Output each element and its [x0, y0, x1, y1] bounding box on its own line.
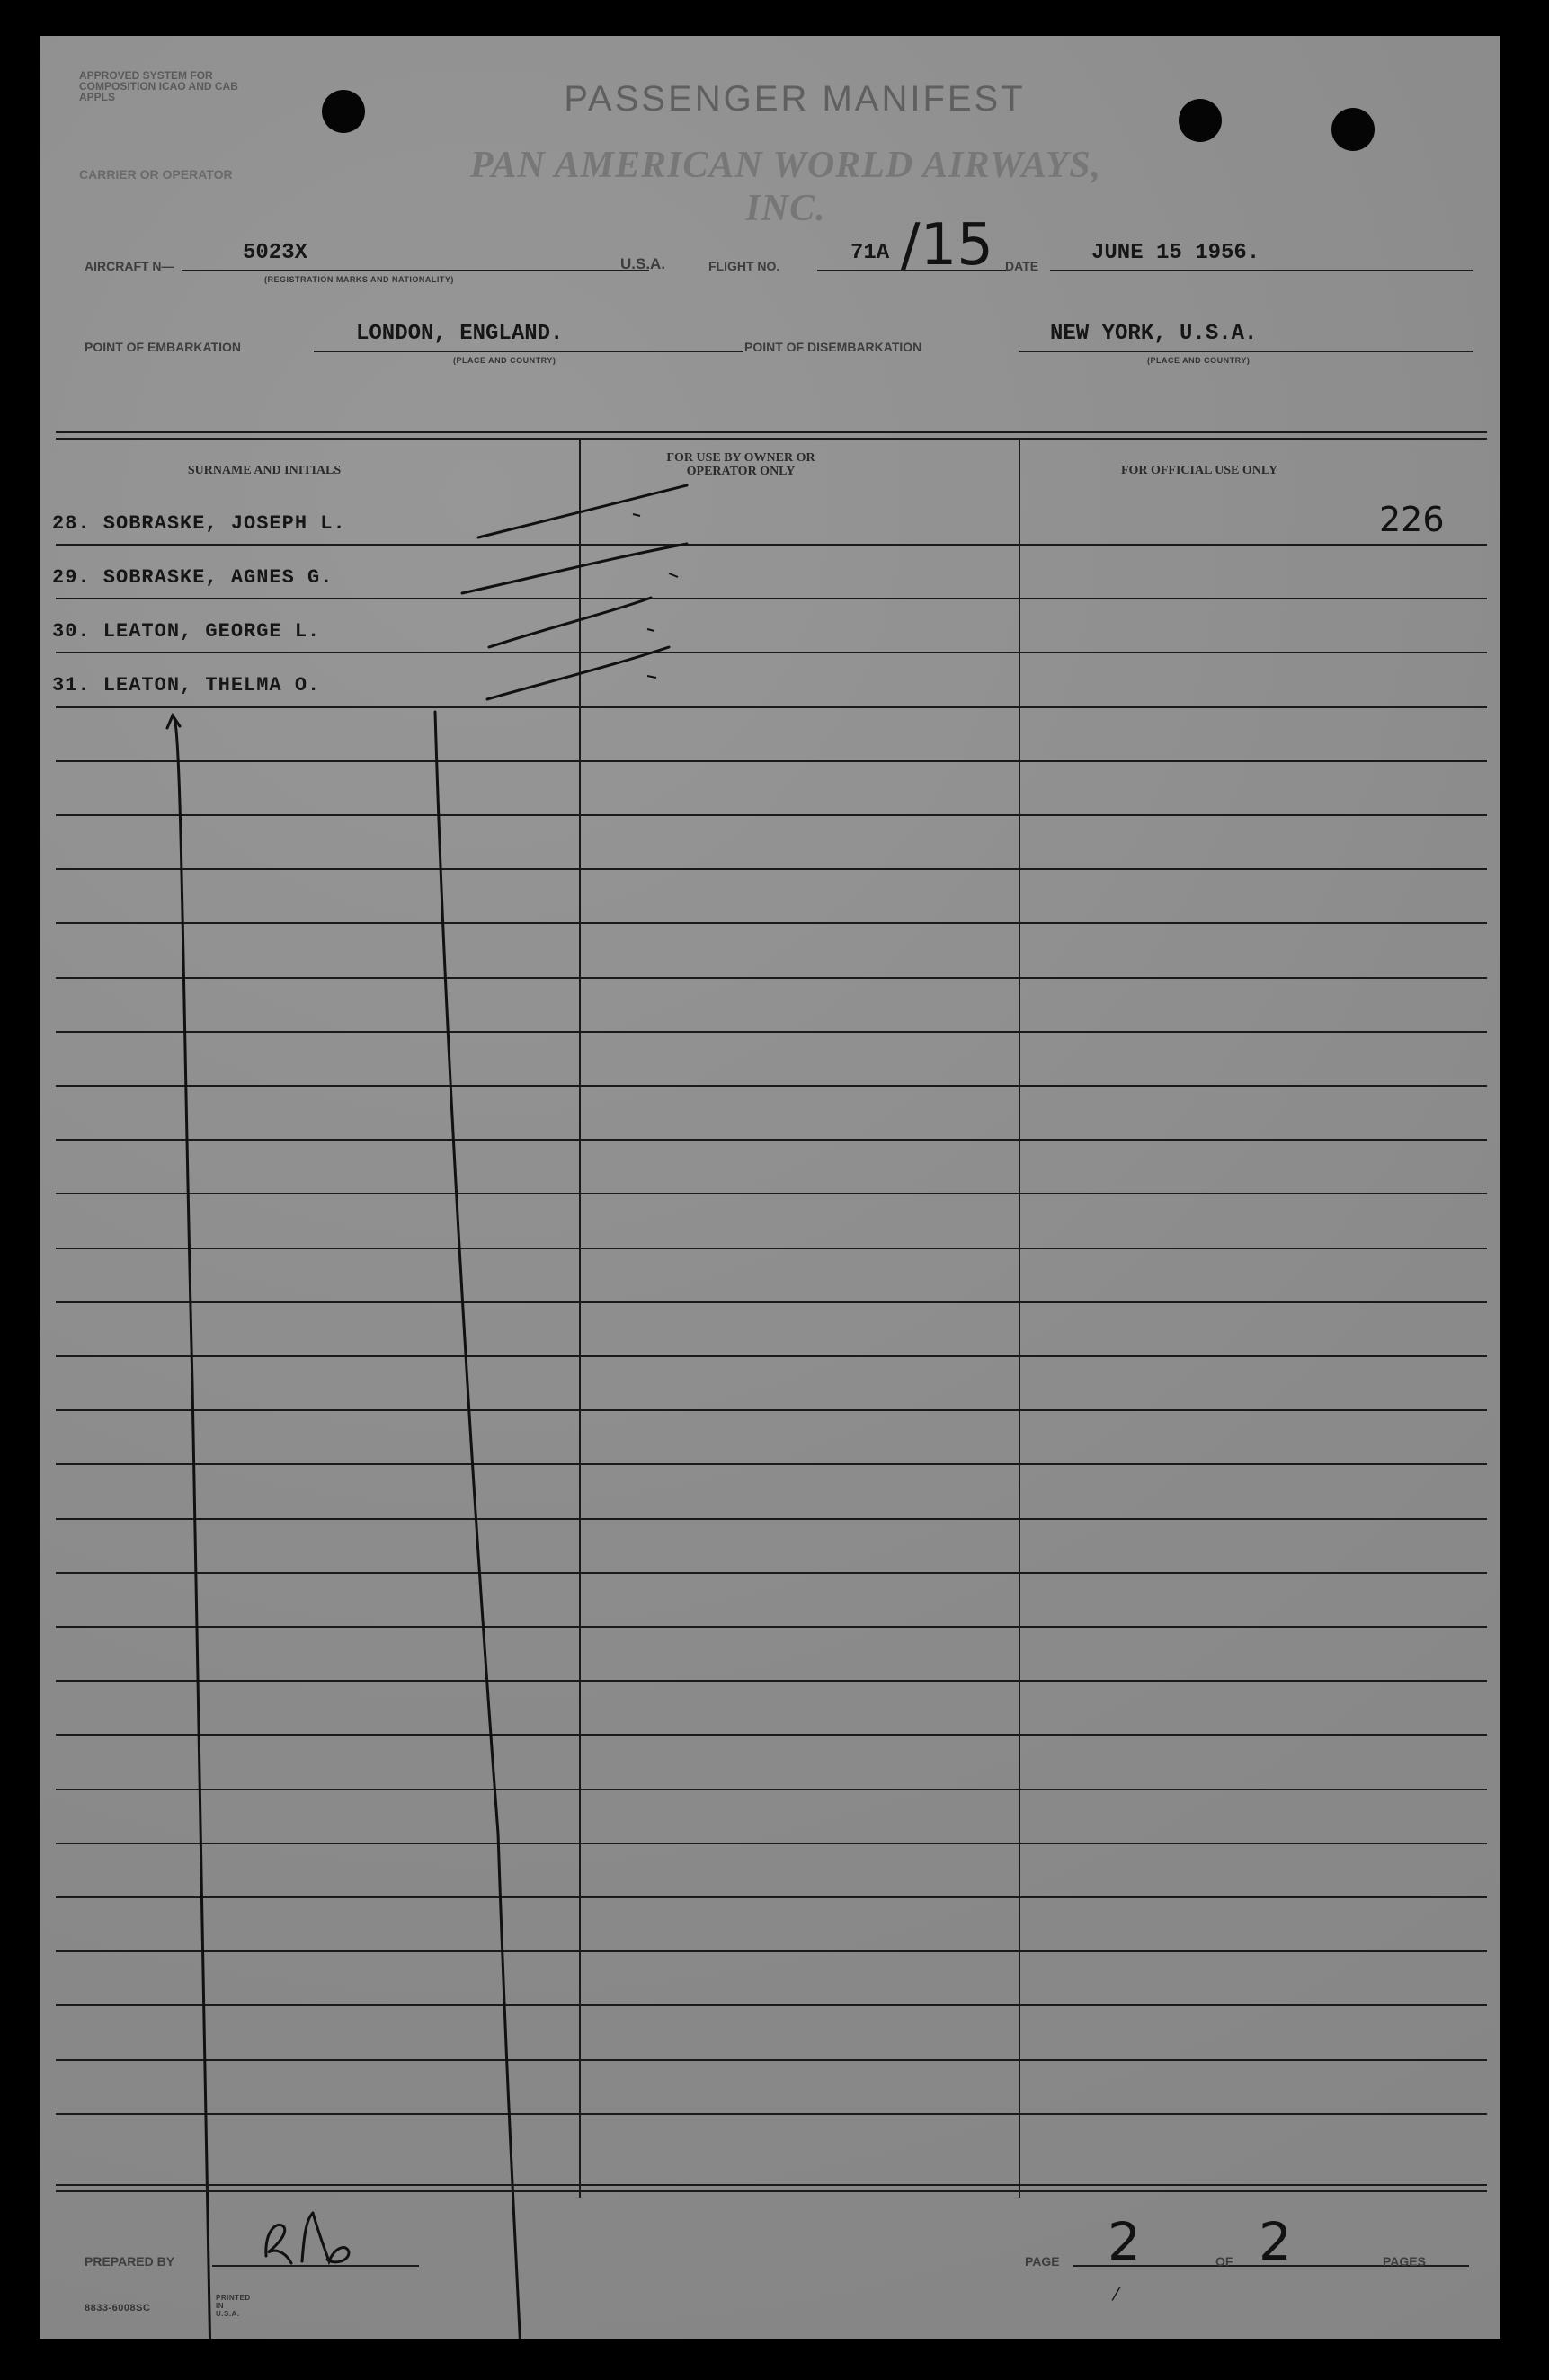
- printed-in-usa: PRINTED IN U.S.A.: [216, 2294, 251, 2318]
- usa-label: U.S.A.: [620, 255, 666, 272]
- disembarkation-label: POINT OF DISEMBARKATION: [744, 340, 922, 354]
- passenger-row-4: 31. LEATON, THELMA O.: [52, 674, 321, 697]
- corner-mark: ⁄: [1115, 2283, 1118, 2305]
- flight-no-label: FLIGHT NO.: [708, 259, 780, 273]
- prepared-by-label: PREPARED BY: [85, 2254, 175, 2269]
- page-title: PASSENGER MANIFEST: [564, 79, 1026, 119]
- official-use-number: 226: [1379, 500, 1445, 539]
- total-pages: 2: [1259, 2211, 1292, 2272]
- flight-number-typed: 71A: [850, 241, 890, 265]
- disembarkation-value: NEW YORK, U.S.A.: [1050, 322, 1258, 346]
- embarkation-label: POINT OF EMBARKATION: [85, 340, 241, 354]
- column-header-owner: FOR USE BY OWNER OR OPERATOR ONLY: [666, 451, 815, 478]
- form-number: 8833-6008SC: [85, 2303, 151, 2313]
- aircraft-label: AIRCRAFT N—: [85, 259, 174, 273]
- column-header-surname: SURNAME AND INITIALS: [187, 464, 342, 477]
- carrier-label: CARRIER OR OPERATOR: [79, 167, 233, 182]
- table-bottom-rule-2: [56, 2190, 1487, 2192]
- pen-marks: [40, 36, 1500, 2339]
- preparer-initials: [248, 2193, 383, 2274]
- embarkation-value: LONDON, ENGLAND.: [356, 322, 564, 346]
- table-bottom-rule: [56, 2184, 1487, 2186]
- disembarkation-caption: (PLACE AND COUNTRY): [1147, 356, 1251, 365]
- of-label: OF: [1215, 2254, 1233, 2269]
- flight-number-handwritten: /15: [901, 212, 993, 279]
- passenger-row-3: 30. LEATON, GEORGE L.: [52, 620, 321, 643]
- aircraft-number: 5023X: [243, 241, 308, 265]
- page-number: 2: [1108, 2211, 1141, 2272]
- page-label: PAGE: [1025, 2254, 1060, 2269]
- date-value: JUNE 15 1956.: [1091, 241, 1260, 265]
- registration-caption: (REGISTRATION MARKS AND NATIONALITY): [264, 275, 454, 284]
- column-header-official: FOR OFFICIAL USE ONLY: [1120, 464, 1278, 477]
- company-name: PAN AMERICAN WORLD AIRWAYS, INC.: [469, 145, 1102, 229]
- pages-label: PAGES: [1383, 2254, 1426, 2269]
- date-label: DATE: [1005, 259, 1039, 273]
- passenger-row-1: 28. SOBRASKE, JOSEPH L.: [52, 512, 346, 535]
- embarkation-caption: (PLACE AND COUNTRY): [453, 356, 556, 365]
- manifest-sheet: [40, 36, 1500, 2339]
- passenger-row-2: 29. SOBRASKE, AGNES G.: [52, 566, 334, 589]
- approval-notice: APPROVED SYSTEM FOR COMPOSITION ICAO AND CAB APPLS: [79, 69, 238, 103]
